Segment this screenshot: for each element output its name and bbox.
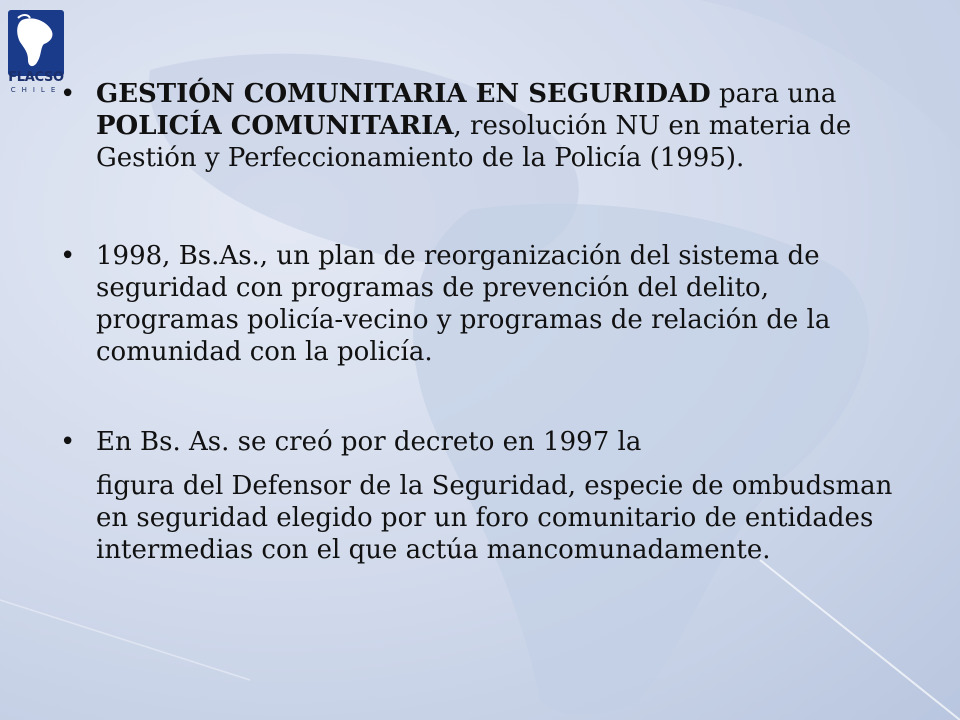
slide-content — [58, 78, 918, 566]
map-line-2 — [0, 600, 250, 680]
logo-subtitle: CHILE — [10, 86, 62, 94]
bullet-text-part: , resolución NU en materia de Gestión y Perfeccionamiento de la Policía (1995). — [96, 111, 852, 173]
bullet-text: 1998, Bs.As., un plan de reorganización del sistema de seguridad con programas de prevención del delito, programas policía-vecino y programas de relación de la comunidad con la policía. — [96, 241, 831, 367]
bullet-text-part: para una — [710, 79, 837, 109]
bullet-item-1 — [58, 78, 918, 174]
map-line-1 — [760, 560, 960, 720]
bullet-icon: • — [60, 79, 76, 109]
bullet-icon: • — [60, 427, 76, 457]
bold-term-policia: POLICÍA COMUNITARIA — [96, 111, 454, 141]
bullet-icon: • — [60, 241, 76, 271]
bold-term-gestion: GESTIÓN COMUNITARIA EN SEGURIDAD — [96, 79, 711, 109]
logo-name: FLACSO — [8, 70, 64, 85]
bullet-continuation: figura del Defensor de la Seguridad, especie de ombudsman en seguridad elegido por un foro comunitario de entidades intermedias con el que actúa mancomunadamente. — [96, 471, 893, 565]
bullet-item-3 — [58, 426, 918, 458]
bullet-item-2 — [58, 240, 918, 368]
bullet-text: En Bs. As. se creó por decreto en 1997 la — [96, 427, 642, 457]
